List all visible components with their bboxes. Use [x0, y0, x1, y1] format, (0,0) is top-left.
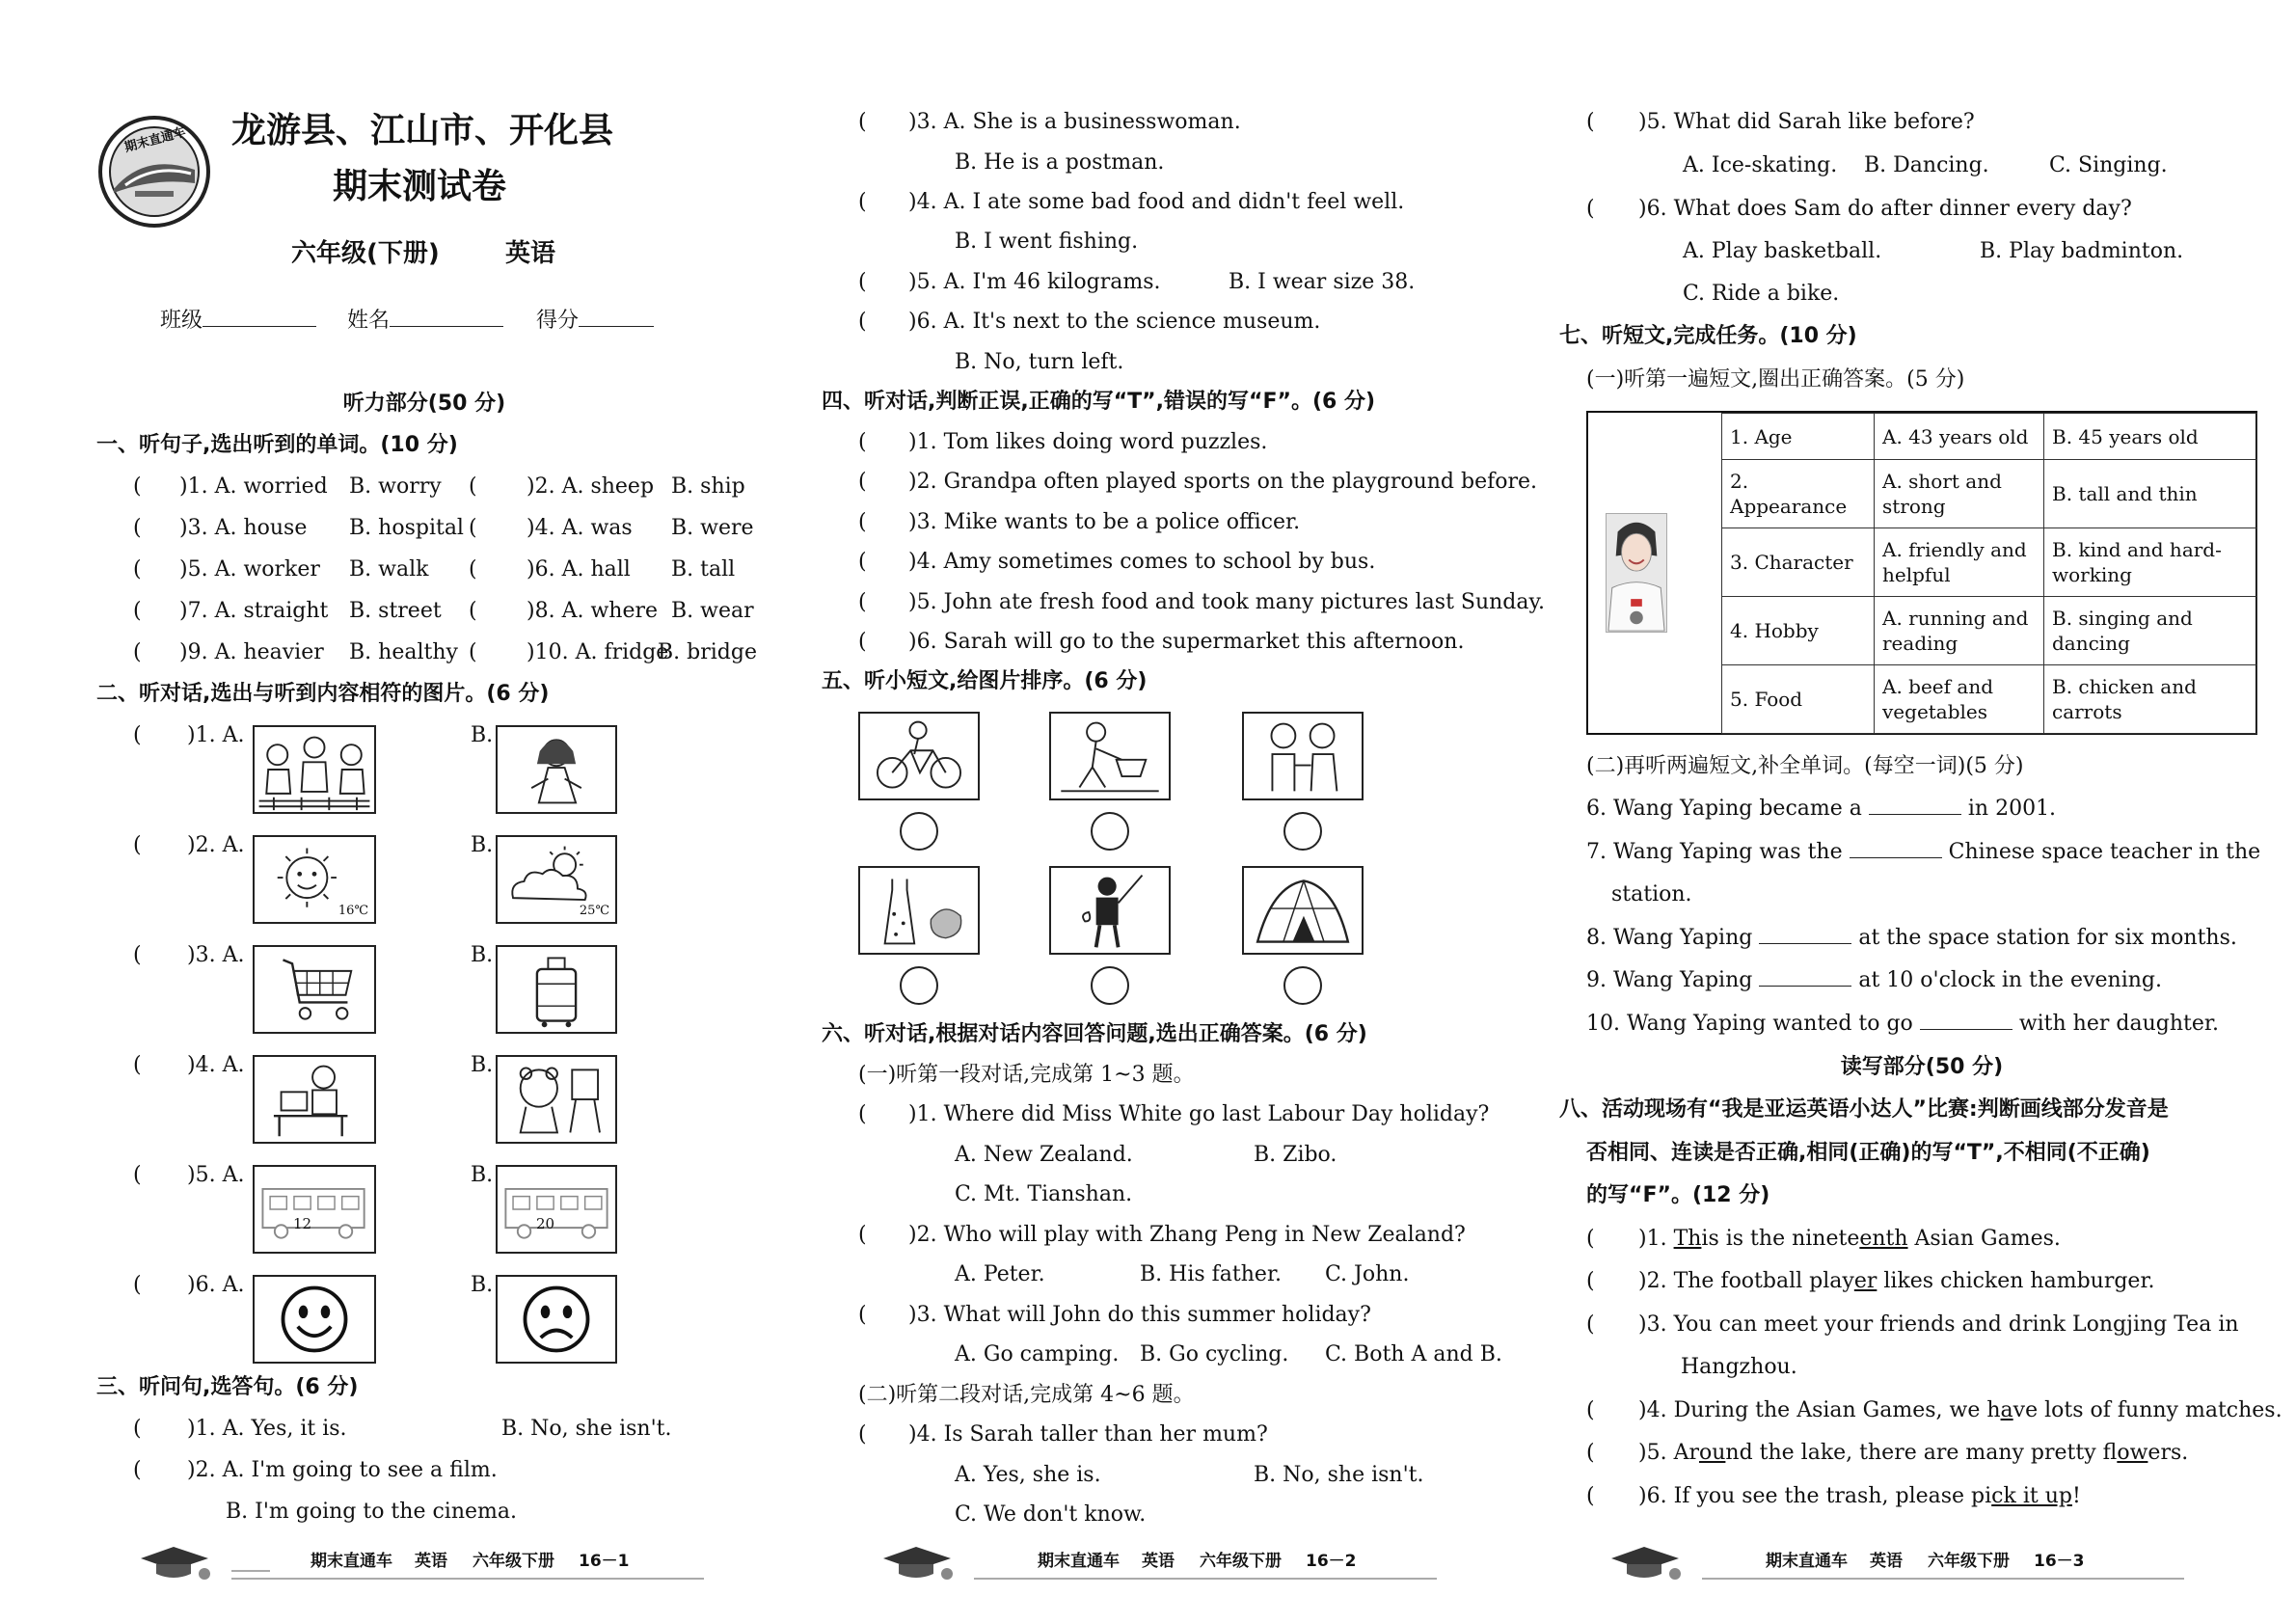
sec6-q6-b: B. Play badminton. [1980, 239, 2184, 263]
astronaut-info-table [1721, 413, 2257, 734]
picture-bus-a [253, 1165, 376, 1254]
sec6-q1-c: C. Mt. Tianshan. [955, 1182, 1133, 1206]
sec7-part1: (一)听第一遍短文,圈出正确答案。(5 分) [1586, 367, 1965, 392]
sec6-q3: )3. What will John do this summer holiday? [908, 1303, 1371, 1327]
tent-icon [1244, 868, 1362, 953]
table-cell-option-a: A. 43 years old [1875, 414, 2044, 460]
answer-paren[interactable]: ( [858, 550, 867, 574]
answer-paren[interactable]: ( [858, 1102, 867, 1126]
sec3-q4-a: )4. A. I ate some bad food and didn't feel well. [908, 190, 1405, 214]
sec3-q3-a: )3. A. She is a businesswoman. [908, 110, 1241, 134]
sad-face-icon [498, 1277, 615, 1362]
table-cell-label: 3. Character [1722, 528, 1875, 597]
underlined-seg: ou [1698, 1441, 1726, 1465]
sec1-heading: 一、听句子,选出听到的单词。(10 分) [96, 433, 458, 457]
graduation-cap-icon [1606, 1543, 1692, 1582]
underlined-seg: er [1853, 1269, 1877, 1293]
answer-paren[interactable]: ( [858, 270, 867, 294]
sec6-q1-b: B. Zibo. [1254, 1143, 1337, 1167]
sec8-item-3b: Hangzhou. [1681, 1355, 1797, 1379]
answer-paren[interactable]: ( [469, 516, 477, 540]
footer-page: 16－1 [579, 1552, 630, 1571]
table-cell-option-b: B. tall and thin [2044, 460, 2257, 528]
footer-subject: 英语 [1870, 1552, 1903, 1571]
page-column-2 [800, 0, 1548, 1623]
sec6-q2: )2. Who will play with Zhang Peng in New Zealand? [908, 1223, 1466, 1247]
answer-paren[interactable]: ( [858, 470, 867, 494]
picture-cloudy [496, 835, 617, 924]
sec4-item-6: )6. Sarah will go to the supermarket this afternoon. [908, 630, 1465, 654]
sec2-item-5-b: B. [471, 1163, 494, 1187]
footer-grade: 六年级下册 [1200, 1552, 1282, 1571]
picture-painting [496, 1055, 617, 1144]
sec6-q3-b: B. Go cycling. [1140, 1342, 1289, 1366]
answer-paren[interactable]: ( [1586, 1484, 1595, 1508]
sec7-heading: 七、听短文,完成任务。(10 分) [1559, 324, 1857, 348]
sec3-q1-a: )1. A. Yes, it is. [187, 1417, 347, 1441]
answer-paren[interactable]: ( [133, 474, 142, 499]
table-row [1722, 460, 2257, 528]
underlined-seg: ck it up [1991, 1484, 2072, 1508]
fill-item-10 [1586, 1010, 2219, 1039]
footer-subject: 英语 [1142, 1552, 1175, 1571]
astronaut-photo [1606, 513, 1667, 633]
sec5-heading: 五、听小短文,给图片排序。(6 分) [822, 669, 1148, 693]
sec2-item-4-b: B. [471, 1053, 494, 1077]
answer-paren[interactable]: ( [133, 723, 142, 747]
sec8-item-1 [1638, 1225, 2061, 1254]
sec8-item-3: )3. You can meet your friends and drink Longjing Tea in [1638, 1312, 2239, 1337]
bus-number-b: 20 [536, 1215, 555, 1232]
table-cell-label: 4. Hobby [1722, 597, 1875, 665]
sec3-q6-b: B. No, turn left. [955, 350, 1124, 374]
sec6-q5-a: A. Ice-skating. [1683, 153, 1838, 177]
table-row [1722, 414, 2257, 460]
footer-brand: 期末直通车 [311, 1552, 392, 1571]
text-seg: Asian Games. [1907, 1227, 2061, 1251]
score-blank[interactable] [579, 326, 654, 327]
page-footer-2 [878, 1543, 1456, 1582]
footer-brand: 期末直通车 [1766, 1552, 1848, 1571]
sec6-q5-c: C. Singing. [2049, 153, 2168, 177]
bus-number-a: 12 [293, 1215, 312, 1232]
sec6-q5-b: B. Dancing. [1864, 153, 1989, 177]
sec6-q1-a: A. New Zealand. [955, 1143, 1133, 1167]
answer-paren[interactable]: ( [1586, 1227, 1595, 1251]
sec4-item-4: )4. Amy sometimes comes to school by bus. [908, 550, 1376, 574]
table-row [1722, 597, 2257, 665]
footer-brand: 期末直通车 [1038, 1552, 1120, 1571]
class-label: 班级 [160, 309, 203, 333]
fill-6-text-a: 6. Wang Yaping became a [1586, 797, 1862, 821]
table-row [1722, 528, 2257, 597]
answer-paren[interactable]: ( [1586, 1269, 1595, 1293]
sec1-item-6: )6. A. hall [527, 557, 631, 582]
underlined-seg: Th [1673, 1227, 1702, 1251]
sec3-heading: 三、听问句,选答句。(6 分) [96, 1375, 359, 1399]
sec1-item-2: )2. A. sheep [527, 474, 655, 499]
sec3-q2-a: )2. A. I'm going to see a film. [187, 1458, 498, 1482]
fill-6-blank[interactable] [1869, 814, 1961, 815]
sec1-item-3: )3. A. house [179, 516, 308, 540]
sec1-item-7: )7. A. straight [179, 599, 329, 623]
sec1-item-6b: B. tall [671, 557, 736, 582]
fill-10-text-a: 10. Wang Yaping wanted to go [1586, 1012, 1913, 1036]
table-cell-option-b: B. kind and hard-working [2044, 528, 2257, 597]
astronaut-icon [1607, 514, 1666, 632]
logo-text: 期末直通车 [122, 124, 188, 156]
sec6-q3-a: A. Go camping. [955, 1342, 1120, 1366]
girl-icon [498, 727, 615, 812]
picture-happy [253, 1275, 376, 1364]
table-cell-option-a: A. short and strong [1875, 460, 2044, 528]
answer-paren[interactable]: ( [133, 1417, 142, 1441]
answer-paren[interactable]: ( [469, 557, 477, 582]
picture-tent [1242, 866, 1364, 955]
sec2-item-6: )6. A. [187, 1273, 245, 1297]
picture-cycling [858, 712, 980, 800]
sec1-item-1: )1. A. worried [179, 474, 328, 499]
sec1-item-9b: B. healthy [349, 640, 458, 664]
bus-icon [498, 1167, 615, 1252]
bus-icon [255, 1167, 374, 1252]
page-column-1 [0, 0, 800, 1623]
table-row [1722, 665, 2257, 734]
answer-paren[interactable]: ( [469, 599, 477, 623]
answer-paren[interactable]: ( [133, 516, 142, 540]
text-seg: )6. If you see the trash, please pi [1638, 1484, 1992, 1508]
listening-heading: 听力部分(50 分) [342, 392, 506, 416]
table-cell-label: 1. Age [1722, 414, 1875, 460]
text-seg: ! [2071, 1484, 2081, 1508]
sec1-item-8b: B. wear [671, 599, 754, 623]
underlined-seg: ow [2117, 1441, 2148, 1465]
answer-paren[interactable]: ( [133, 1458, 142, 1482]
answer-paren[interactable]: ( [1586, 1441, 1595, 1465]
girl-washing-icon [1051, 714, 1169, 798]
table-cell-option-b: B. singing and dancing [2044, 597, 2257, 665]
footer-page: 16－3 [2034, 1552, 2085, 1571]
fill-9-blank[interactable] [1759, 986, 1851, 987]
page-column-3 [1548, 0, 2296, 1623]
answer-paren[interactable]: ( [858, 310, 867, 334]
picture-cart [253, 945, 376, 1034]
graduation-cap-icon [878, 1543, 964, 1582]
subject-label: 英语 [505, 239, 556, 268]
answer-paren[interactable]: ( [133, 1053, 142, 1077]
sec1-item-10: )10. A. fridge [527, 640, 669, 664]
picture-sunny [253, 835, 376, 924]
sec6-heading: 六、听对话,根据对话内容回答问题,选出正确答案。(6 分) [822, 1022, 1367, 1046]
sec3-q5-b: B. I wear size 38. [1229, 270, 1416, 294]
sec3-q2-b: B. I'm going to the cinema. [226, 1500, 517, 1524]
boy-computer-icon [255, 1057, 374, 1142]
answer-paren[interactable]: ( [858, 510, 867, 534]
dress-icon [860, 868, 978, 953]
sec1-item-5: )5. A. worker [179, 557, 320, 582]
answer-paren[interactable]: ( [858, 1422, 867, 1447]
picture-people [253, 725, 376, 814]
answer-paren[interactable]: ( [1586, 197, 1595, 221]
sec6-part2: (二)听第二段对话,完成第 4~6 题。 [858, 1383, 1195, 1407]
answer-paren[interactable]: ( [858, 430, 867, 454]
fill-item-7 [1586, 838, 2260, 867]
fill-item-8 [1586, 924, 2237, 953]
order-circle-2[interactable] [1091, 812, 1129, 851]
sec6-q5: )5. What did Sarah like before? [1638, 110, 1975, 134]
sec2-item-1-b: B. [471, 723, 494, 747]
sec3-q1-b: B. No, she isn't. [501, 1417, 672, 1441]
reading-heading: 读写部分(50 分) [1840, 1055, 2004, 1079]
class-blank[interactable] [203, 326, 316, 327]
sec8-item-5 [1638, 1439, 2188, 1468]
fill-9-text-a: 9. Wang Yaping [1586, 968, 1753, 992]
table-cell-option-b: B. chicken and carrots [2044, 665, 2257, 734]
table-cell-option-a: A. beef and vegetables [1875, 665, 2044, 734]
sec1-item-4b: B. were [671, 516, 754, 540]
sec6-q3-c: C. Both A and B. [1325, 1342, 1502, 1366]
sec8-heading-line2: 否相同、连读是否正确,相同(正确)的写“T”,不相同(不正确) [1586, 1141, 2150, 1165]
fill-10-blank[interactable] [1920, 1029, 2012, 1030]
footer-page: 16－2 [1306, 1552, 1357, 1571]
text-seg: likes chicken hamburger. [1877, 1269, 2155, 1293]
text-seg: is is the ninete [1701, 1227, 1860, 1251]
graduation-cap-icon [135, 1543, 222, 1582]
score-field [536, 307, 654, 336]
order-circle-5[interactable] [1091, 966, 1129, 1005]
text-seg: nd the lake, there are many pretty fl [1725, 1441, 2118, 1465]
answer-paren[interactable]: ( [1586, 1398, 1595, 1422]
answer-paren[interactable]: ( [1586, 1312, 1595, 1337]
table-cell-option-b: B. 45 years old [2044, 414, 2257, 460]
name-label: 姓名 [347, 309, 391, 333]
footer-grade: 六年级下册 [1928, 1552, 2010, 1571]
text-seg: ve lots of funny matches. [2012, 1398, 2282, 1422]
sec4-heading: 四、听对话,判断正误,正确的写“T”,错误的写“F”。(6 分) [822, 390, 1376, 414]
fill-8-text-a: 8. Wang Yaping [1586, 926, 1753, 950]
girl-painting-icon [498, 1057, 615, 1142]
page-footer-3 [1606, 1543, 2223, 1582]
sec1-item-3b: B. hospital [349, 516, 464, 540]
sec8-heading-line1: 八、活动现场有“我是亚运英语小达人”比赛:判断画线部分发音是 [1559, 1097, 2169, 1122]
answer-paren[interactable]: ( [133, 943, 142, 967]
sec3-q4-b: B. I went fishing. [955, 230, 1139, 254]
picture-sad [496, 1275, 617, 1364]
sec7-table-frame [1586, 411, 2257, 735]
name-field [347, 307, 503, 336]
underlined-seg: enth [1859, 1227, 1908, 1251]
underlined-seg: a [2000, 1398, 2013, 1422]
score-label: 得分 [536, 309, 580, 333]
sec8-item-4 [1638, 1396, 2282, 1425]
sec6-q4-c: C. We don't know. [955, 1502, 1147, 1527]
sec8-heading-line3: 的写“F”。(12 分) [1586, 1183, 1770, 1207]
answer-paren[interactable]: ( [133, 599, 142, 623]
sec6-q4: )4. Is Sarah taller than her mum? [908, 1422, 1268, 1447]
sec4-item-3: )3. Mike wants to be a police officer. [908, 510, 1301, 534]
picture-fishing [1049, 866, 1171, 955]
answer-paren[interactable]: ( [858, 190, 867, 214]
logo-badge [96, 114, 212, 230]
fill-8-text-b: at the space station for six months. [1858, 926, 2237, 950]
picture-dress [858, 866, 980, 955]
table-cell-label: 5. Food [1722, 665, 1875, 734]
fill-9-text-b: at 10 o'clock in the evening. [1858, 968, 2162, 992]
suitcase-icon [498, 947, 615, 1032]
class-field [160, 307, 316, 336]
fill-8-blank[interactable] [1759, 943, 1851, 944]
sec2-item-2: )2. A. [187, 833, 245, 857]
text-seg: )1. [1638, 1227, 1674, 1251]
sec4-item-1: )1. Tom likes doing word puzzles. [908, 430, 1268, 454]
sec8-item-2 [1638, 1267, 2155, 1296]
answer-paren[interactable]: ( [858, 1303, 867, 1327]
footer-subject: 英语 [415, 1552, 447, 1571]
sec3-q5-a: )5. A. I'm 46 kilograms. [908, 270, 1161, 294]
fill-7-text-c: station. [1611, 882, 1692, 906]
sec8-item-6 [1638, 1482, 2081, 1511]
sec2-heading: 二、听对话,选出与听到内容相符的图片。(6 分) [96, 682, 550, 706]
sec6-q4-b: B. No, she isn't. [1254, 1463, 1424, 1487]
picture-suitcase [496, 945, 617, 1034]
sec2-item-3-b: B. [471, 943, 494, 967]
order-circle-3[interactable] [1283, 812, 1322, 851]
sec1-item-4: )4. A. was [527, 516, 633, 540]
footer-grade: 六年级下册 [473, 1552, 554, 1571]
sec3-q6-a: )6. A. It's next to the science museum. [908, 310, 1321, 334]
exam-title-line1: 龙游县、江山市、开化县 [231, 111, 614, 150]
fill-item-9 [1586, 966, 2162, 995]
text-seg: ers. [2147, 1441, 2189, 1465]
sec6-part1: (一)听第一段对话,完成第 1~3 题。 [858, 1063, 1195, 1087]
answer-paren[interactable]: ( [858, 590, 867, 614]
text-seg: )2. The football play [1638, 1269, 1854, 1293]
sec1-item-1b: B. worry [349, 474, 442, 499]
fill-item-6 [1586, 795, 2056, 824]
sec6-q4-a: A. Yes, she is. [955, 1463, 1101, 1487]
answer-paren[interactable]: ( [133, 1163, 142, 1187]
picture-bus-b [496, 1165, 617, 1254]
answer-paren[interactable]: ( [133, 557, 142, 582]
temp-label-1: 16℃ [338, 904, 368, 918]
sec2-item-2-b: B. [471, 833, 494, 857]
sec2-item-3: )3. A. [187, 943, 245, 967]
answer-paren[interactable]: ( [1586, 110, 1595, 134]
sec1-item-9: )9. A. heavier [179, 640, 324, 664]
man-fishing-icon [1051, 868, 1169, 953]
sec1-item-7b: B. street [349, 599, 442, 623]
sec1-item-10b: B. bridge [658, 640, 757, 664]
fill-7-text-b: Chinese space teacher in the [1948, 840, 2261, 864]
picture-girl [496, 725, 617, 814]
picture-computer [253, 1055, 376, 1144]
sec6-q6: )6. What does Sam do after dinner every day? [1638, 197, 2132, 221]
bicycle-icon [860, 714, 978, 798]
sec2-item-5: )5. A. [187, 1163, 245, 1187]
fill-7-blank[interactable] [1850, 857, 1942, 858]
picture-grandparents [1242, 712, 1364, 800]
sec7-part2: (二)再听两遍短文,补全单词。(每空一词)(5 分) [1586, 754, 2024, 778]
table-cell-option-a: A. running and reading [1875, 597, 2044, 665]
exam-title-line2: 期末测试卷 [333, 167, 507, 206]
answer-paren[interactable]: ( [133, 640, 142, 664]
sec3-q3-b: B. He is a postman. [955, 150, 1165, 175]
grade-label: 六年级(下册) [291, 239, 440, 268]
sec6-q1: )1. Where did Miss White go last Labour Day holiday? [908, 1102, 1490, 1126]
sec4-item-5: )5. John ate fresh food and took many pictures last Sunday. [908, 590, 1546, 614]
sec1-item-5b: B. walk [349, 557, 429, 582]
table-cell-option-a: A. friendly and helpful [1875, 528, 2044, 597]
sec6-q6-a: A. Play basketball. [1683, 239, 1882, 263]
sec1-item-2b: B. ship [671, 474, 745, 499]
answer-paren[interactable]: ( [133, 833, 142, 857]
fill-10-text-b: with her daughter. [2018, 1012, 2219, 1036]
grandparents-icon [1244, 714, 1362, 798]
order-circle-4[interactable] [900, 966, 938, 1005]
order-circle-1[interactable] [900, 812, 938, 851]
sec4-item-2: )2. Grandpa often played sports on the playground before. [908, 470, 1538, 494]
sec6-q6-c: C. Ride a bike. [1683, 282, 1840, 306]
answer-paren[interactable]: ( [469, 640, 477, 664]
sec2-item-4: )4. A. [187, 1053, 245, 1077]
fill-6-text-b: in 2001. [1967, 797, 2057, 821]
table-cell-label: 2. Appearance [1722, 460, 1875, 528]
sec2-item-6-b: B. [471, 1273, 494, 1297]
sec6-q2-c: C. John. [1325, 1262, 1410, 1286]
text-seg: )5. Ar [1638, 1441, 1699, 1465]
fill-7-text-a: 7. Wang Yaping was the [1586, 840, 1843, 864]
answer-paren[interactable]: ( [469, 474, 477, 499]
sec1-item-8: )8. A. where [527, 599, 658, 623]
sec6-q2-a: A. Peter. [955, 1262, 1045, 1286]
smiley-face-icon [255, 1277, 374, 1362]
order-circle-6[interactable] [1283, 966, 1322, 1005]
page-footer-1 [135, 1543, 714, 1582]
answer-paren[interactable]: ( [858, 630, 867, 654]
answer-paren[interactable]: ( [858, 1223, 867, 1247]
temp-label-2: 25℃ [579, 904, 609, 918]
name-blank[interactable] [390, 326, 503, 327]
sec6-q2-b: B. His father. [1140, 1262, 1283, 1286]
shopping-cart-icon [255, 947, 374, 1032]
picture-cleaning [1049, 712, 1171, 800]
text-seg: )4. During the Asian Games, we h [1638, 1398, 2001, 1422]
answer-paren[interactable]: ( [858, 110, 867, 134]
answer-paren[interactable]: ( [133, 1273, 142, 1297]
people-group-icon [255, 727, 374, 812]
sec2-item-1: )1. A. [187, 723, 245, 747]
